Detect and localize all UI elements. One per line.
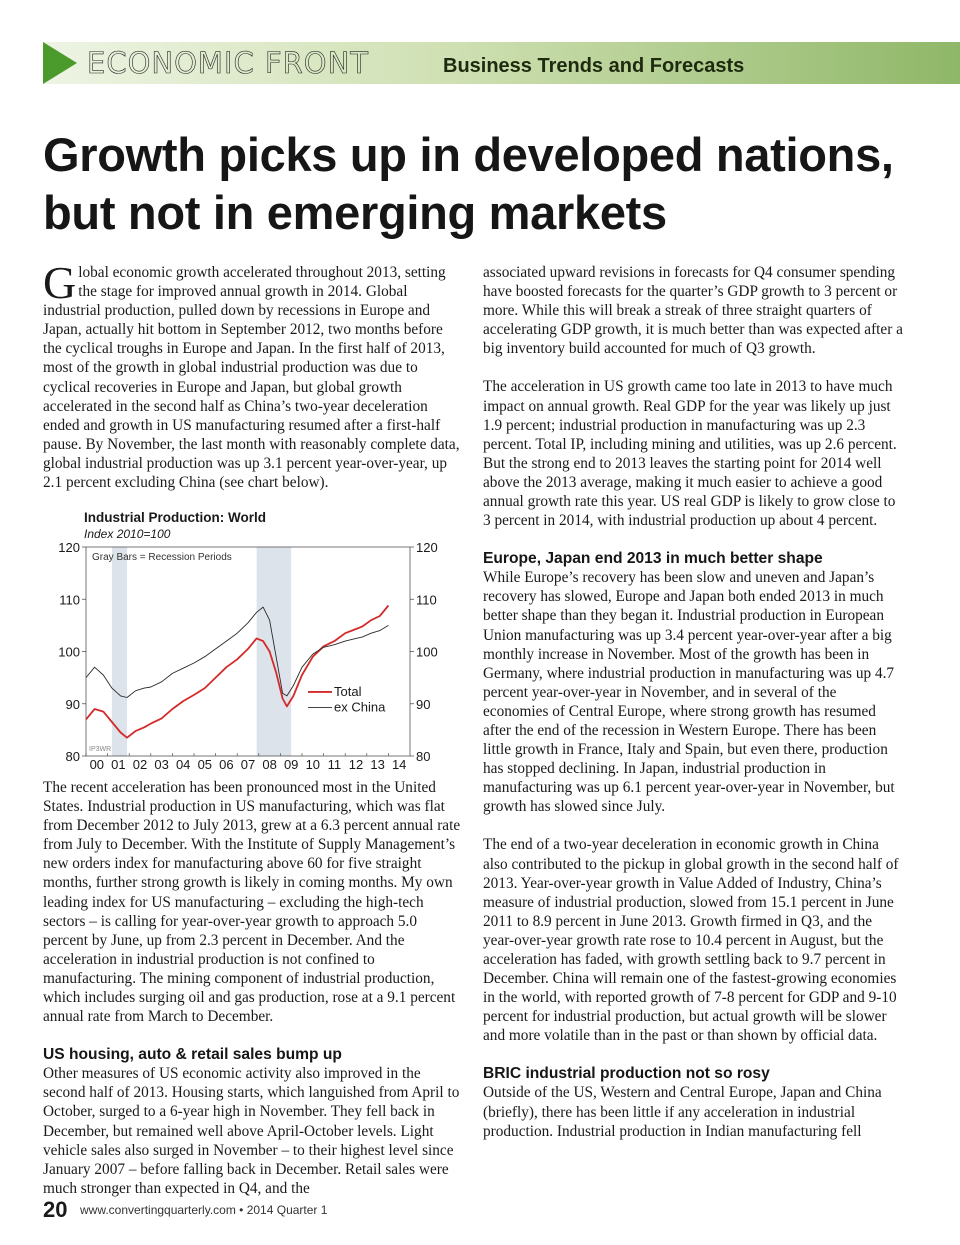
- body-paragraph: The end of a two-year deceleration in economic growth in China also contributed to the pickup in global growth in the second half of 2013. Year-over-year growth in Value Added of Industry, China’s measure of industrial production, slowed from 15.1 percent in June 2011 to 8.9 percent in June 2013. Growth firmed in Q3, and the year-over-year growth rate rose to 10.4 percent in August, but the acceleration has faded, with growth settling back to 9.7 percent in December. China will remain one of the fastest-growing economies in the world, with reported growth of 7-8 percent for GDP and 9-10 percent for industrial production, but actual growth will be slower and more volatile than in the past or than shown by official data.: [483, 836, 899, 1045]
- y-tick-label-right: 90: [416, 696, 431, 712]
- y-tick-label-right: 120: [416, 540, 438, 555]
- intro-paragraph: [43, 257, 461, 492]
- x-tick-label: 13: [370, 757, 385, 772]
- chart-title: Industrial Production: World: [84, 510, 266, 525]
- x-tick-label: 11: [327, 757, 342, 772]
- y-tick-label-right: 80: [416, 749, 431, 764]
- section-banner: [43, 42, 960, 84]
- x-tick-label: 06: [219, 757, 234, 772]
- x-tick-label: 04: [175, 757, 191, 772]
- legend-label-ex-china: ex China: [334, 699, 386, 715]
- left-column-top: [43, 257, 461, 511]
- x-tick-label: 10: [305, 757, 321, 772]
- body-paragraph: The acceleration in US growth came too late in 2013 to have much impact on annual growth. Real GDP for the year was likely up just 1.9 percent; industrial production in manufacturing was up 2.3 percent. Total IP, including mining and utilities, was up 2.6 percent. But the strong end to 2013 leaves the starting point for 2014 well above the 2013 average, making it much easier to achieve a good annual growth rate this year. US real GDP is likely to grow close to 3 percent in 2014, with industrial production up about 4 percent.: [483, 378, 897, 530]
- y-tick-label-left: 110: [59, 592, 80, 608]
- y-tick-label-left: 100: [58, 644, 80, 660]
- y-tick-label-left: 80: [65, 749, 80, 764]
- y-tick-label-right: 100: [416, 644, 438, 660]
- banner-arrow-icon: [43, 42, 77, 84]
- source-mark: IP3WR: [89, 746, 112, 753]
- chart-canvas: [40, 505, 465, 775]
- subhead-europe-japan: Europe, Japan end 2013 in much better shape: [483, 550, 823, 568]
- body-paragraph: Outside of the US, Western and Central Europe, Japan and China (briefly), there has been little if any acceleration in industrial production. Industrial production in Indian manufacturing fell: [483, 1084, 882, 1140]
- intro-text: lobal economic growth accelerated throughout 2013, setting the stage for improved annual growth in 2014. Global industrial production, pulled down by recessions in Europe and Japan, actually hit bottom in September 2012, two months before the cyclical troughs in Europe and Japan. In the first half of 2013, most of the growth in global industrial production was due to cyclical recoveries in Europe and Japan, but global growth accelerated in the second half as China’s two-year deceleration ended and growth in US manufacturing resumed after a first-half pause. By November, the last month with reasonably complete data, global industrial production was up 3.1 percent year-over-year, up 2.1 percent excluding China (see chart below).: [43, 264, 460, 492]
- chart-subtitle: Index 2010=100: [84, 527, 171, 541]
- x-tick-label: 00: [89, 757, 105, 772]
- y-tick-label-left: 120: [58, 540, 80, 555]
- recession-note: Gray Bars = Recession Periods: [92, 552, 232, 563]
- section-brand: ECONOMIC FRONT: [87, 46, 370, 80]
- subhead-bric: BRIC industrial production not so rosy: [483, 1065, 770, 1083]
- body-paragraph: associated upward revisions in forecasts for Q4 consumer spending have boosted forecasts for the quarter’s GDP growth to 3 percent or more. While this will break a streak of three straight quarters of accelerating GDP growth, it is much better than was expected after a big inventory build accounted for much of Q3 growth.: [483, 264, 903, 358]
- x-tick-label: 07: [240, 757, 256, 772]
- drop-cap: G: [43, 257, 77, 308]
- section-subtitle: Business Trends and Forecasts: [443, 55, 745, 77]
- industrial-production-chart: [40, 505, 465, 775]
- plot-frame: [86, 547, 410, 756]
- x-tick-label: 09: [283, 757, 299, 772]
- page-number: 20: [43, 1197, 68, 1222]
- x-tick-label: 01: [111, 757, 126, 772]
- body-paragraph: The recent acceleration has been pronounced most in the United States. Industrial production in US manufacturing, which was flat from December 2012 to July 2013, grew at a 6.3 percent annual rate from July to December. With the Institute of Supply Management’s new orders index for manufacturing above 60 for five straight months, further strong growth is likely in coming months. My own leading index for US manufacturing – excluding the high-tech sectors – is calling for year-over-year growth to approach 5.0 percent by June, up from 2.3 percent in December. And the acceleration in industrial production is not confined to manufacturing. The mining component of industrial production, which includes surging oil and gas production, rose at a 9.1 percent annual rate from March to December.: [43, 779, 461, 1026]
- y-tick-label-left: 90: [65, 696, 80, 712]
- series-line-total: [86, 606, 388, 738]
- x-tick-label: 02: [132, 757, 148, 772]
- x-tick-label: 05: [197, 757, 213, 772]
- y-tick-label-right: 110: [416, 592, 437, 608]
- x-tick-label: 12: [348, 757, 364, 772]
- body-paragraph: Other measures of US economic activity also improved in the second half of 2013. Housing starts, which languished from April to October, surged to a 6-year high in November. They fell back in December, but remained well above April-October levels. Light vehicle sales also surged in November – to their highest level since January 2007 – before falling back in December. Retail sales were much stronger than expected in Q4, and the: [43, 1065, 460, 1197]
- left-column-bottom: [43, 778, 461, 1217]
- subhead-us-housing: US housing, auto & retail sales bump up: [43, 1046, 342, 1064]
- x-tick-label: 03: [154, 757, 169, 772]
- legend-label-total: Total: [334, 683, 362, 699]
- body-paragraph: While Europe’s recovery has been slow and uneven and Japan’s recovery has slowed, Europe and Japan both ended 2013 in much better shape than they began it. Industrial production in European Union manufacturing was up 3.4 percent year-over-year after a big monthly increase in November. Most of the growth has been in Germany, where industrial production in manufacturing was up 4.7 percent year-over-year in November, and in several of the economies of Central Europe, where strong growth has resumed after the end of the recession in Western Europe. There has been little growth in France, Italy and Spain, but even there, production has stopped declining. In Japan, industrial production in manufacturing was up 6.1 percent year-over-year in November, but growth has slowed since July.: [483, 569, 895, 816]
- footer-site: www.convertingquarterly.com • 2014 Quarter 1: [80, 1203, 328, 1217]
- article-headline: Growth picks up in developed nations, but not in emerging markets: [43, 128, 894, 239]
- right-column: [483, 263, 903, 1160]
- x-tick-label: 08: [262, 757, 277, 772]
- x-tick-label: 14: [391, 757, 407, 772]
- recession-bar: [257, 547, 292, 756]
